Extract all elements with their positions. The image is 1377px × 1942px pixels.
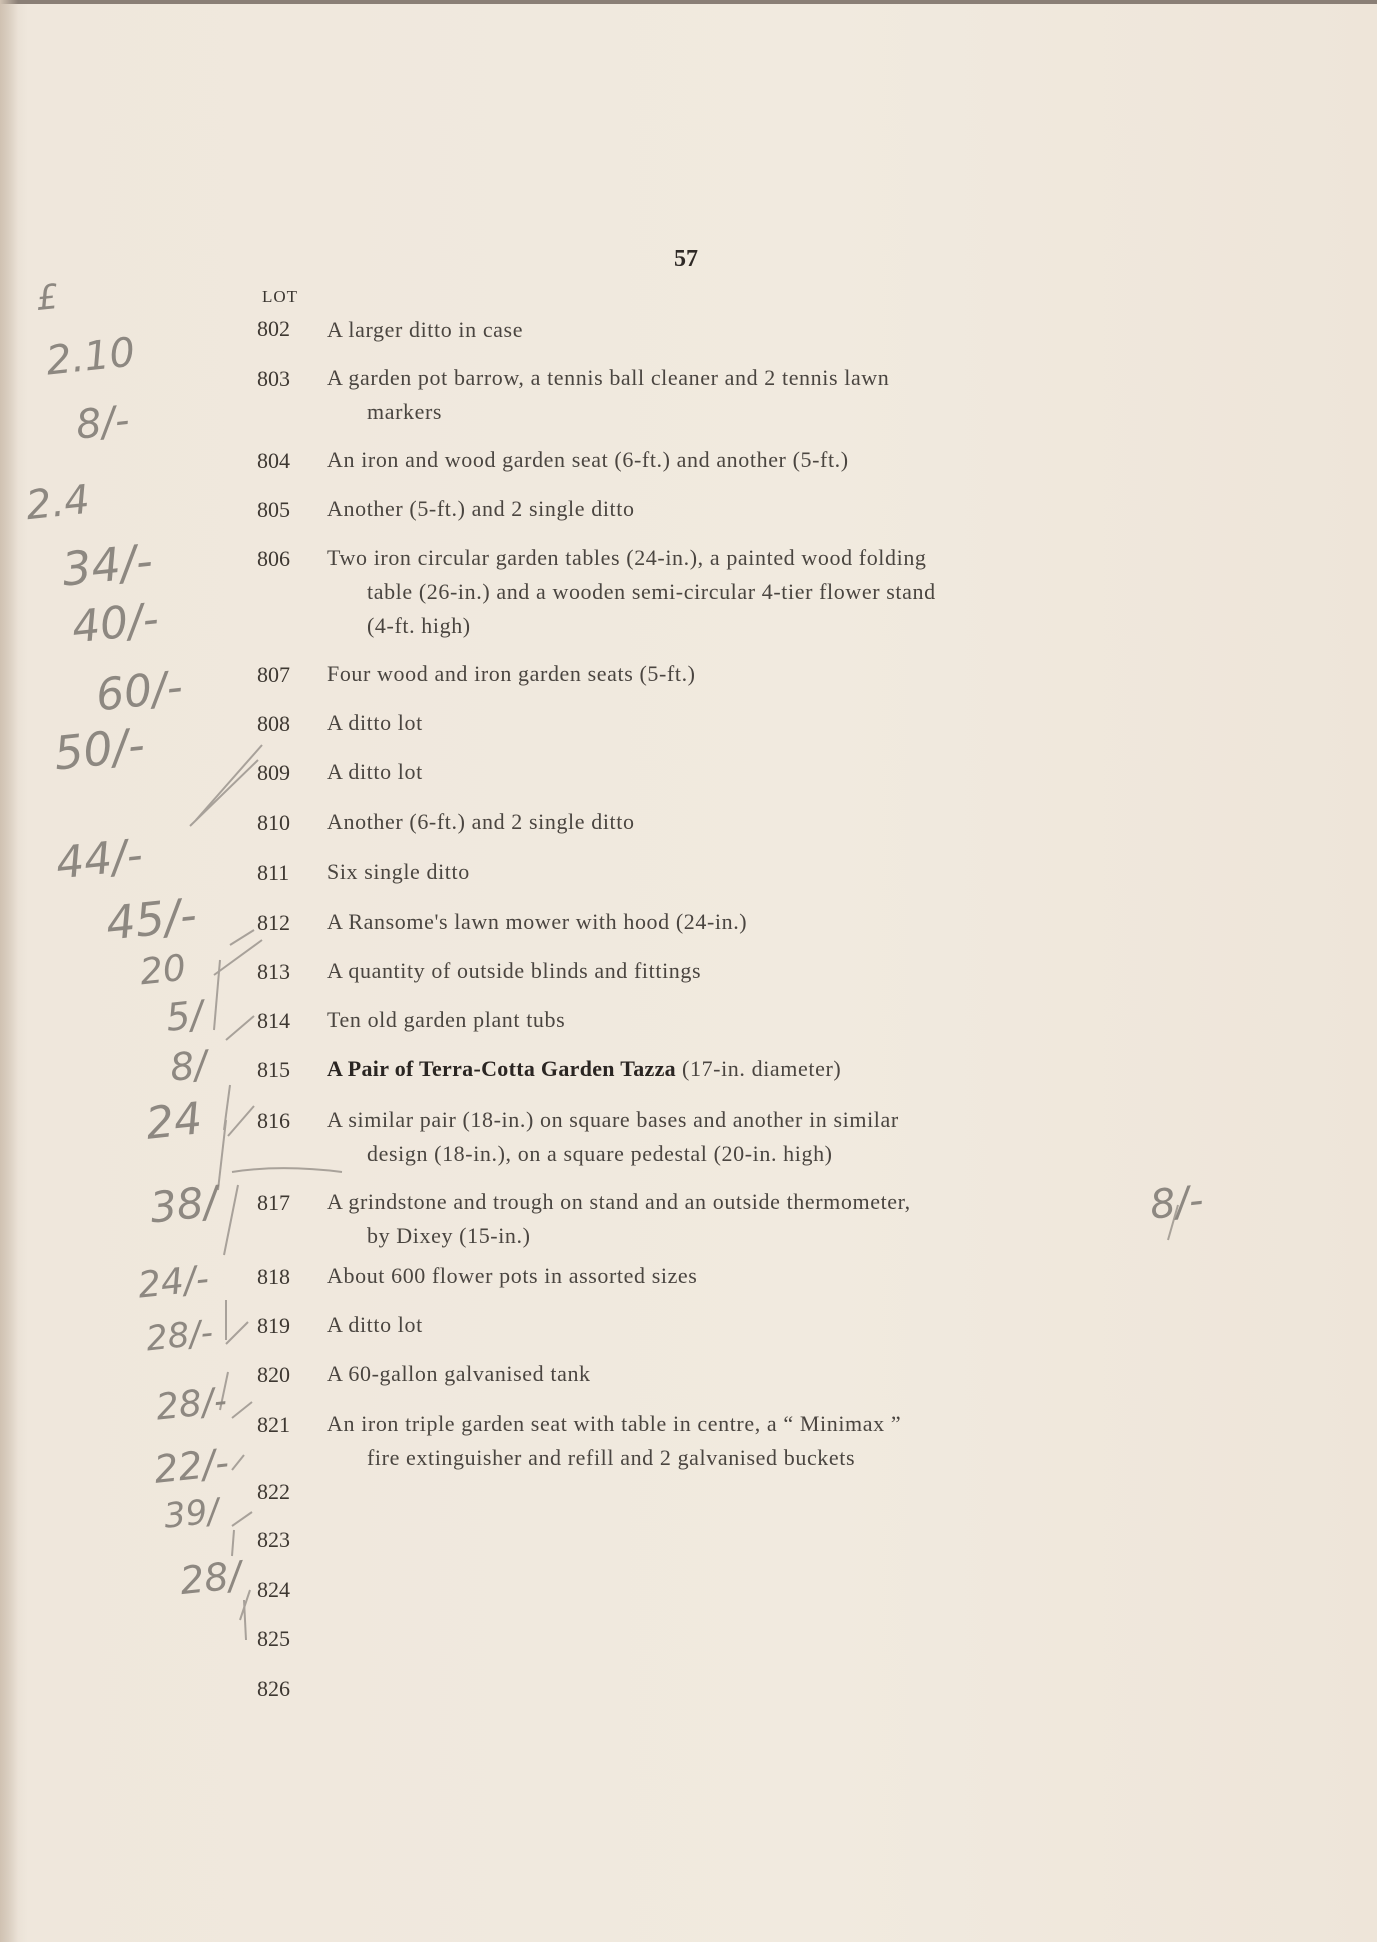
lot-description-text: Two iron circular garden tables (24-in.), a painted wood folding <box>327 545 927 570</box>
lot-number: 803 <box>257 366 290 391</box>
lot-number: 814 <box>257 1008 290 1033</box>
lot-description-text: Six single ditto <box>327 859 470 884</box>
lot-description-text: An iron triple garden seat with table in centre, a “ Minimax ” <box>327 1411 902 1436</box>
pencil-stroke <box>214 960 220 1030</box>
lot-number: 806 <box>257 546 290 571</box>
pencil-stroke <box>1168 1205 1178 1240</box>
lot-description-text: A ditto lot <box>327 759 423 784</box>
pencil-stroke <box>232 1168 342 1172</box>
handwritten-price: 28/- <box>144 1312 215 1360</box>
lot-number: 804 <box>257 448 290 473</box>
lot-description-text: A similar pair (18-in.) on square bases and another in similar <box>327 1107 899 1132</box>
lot-description-text: (17-in. diameter) <box>682 1056 842 1081</box>
pencil-stroke <box>220 1372 228 1410</box>
handwritten-price: 39/ <box>162 1491 221 1537</box>
pencil-stroke <box>232 1530 234 1556</box>
handwritten-price: 24 <box>143 1093 205 1150</box>
lot-number: 823 <box>257 1527 290 1552</box>
lot-number: 813 <box>257 959 290 984</box>
handwritten-price: 44/- <box>53 829 146 890</box>
lot-number: 808 <box>257 711 290 736</box>
pencil-stroke <box>226 1322 248 1344</box>
handwritten-price: 2.10 <box>43 329 138 385</box>
lot-number: 805 <box>257 497 290 522</box>
lot-number: 818 <box>257 1264 290 1289</box>
lot-description-text: Another (5-ft.) and 2 single ditto <box>327 496 635 521</box>
lot-description-text: An iron and wood garden seat (6-ft.) and another (5-ft.) <box>327 447 849 472</box>
handwritten-price: 24/- <box>136 1258 211 1307</box>
handwritten-price: 8/ <box>167 1042 210 1090</box>
page-number: 57 <box>674 246 698 272</box>
lot-number: 810 <box>257 810 290 835</box>
lot-number: 802 <box>257 316 290 341</box>
lot-number: 819 <box>257 1313 290 1338</box>
lot-description-text: A 60-gallon galvanised tank <box>327 1361 591 1386</box>
lot-description-text: Another (6-ft.) and 2 single ditto <box>327 809 635 834</box>
handwritten-price: 28/ <box>177 1552 244 1604</box>
lot-number: 811 <box>257 860 290 885</box>
lot-number: 826 <box>257 1676 290 1701</box>
lot-description-text: A Ransome's lawn mower with hood (24-in.) <box>327 909 748 934</box>
handwritten-price: 50/- <box>51 717 148 781</box>
lot-number: 820 <box>257 1362 290 1387</box>
lot-description-continuation: fire extinguisher and refill and 2 galvanised buckets <box>367 1445 856 1470</box>
lot-description-bold: A Pair of Terra-Cotta Garden Tazza <box>327 1056 676 1081</box>
lot-number: 824 <box>257 1577 290 1602</box>
handwritten-price: 60/- <box>93 661 186 722</box>
handwritten-price: 40/- <box>69 593 162 654</box>
lot-description-text: A larger ditto in case <box>327 317 524 342</box>
lot-number: 815 <box>257 1057 290 1082</box>
handwritten-price: £ <box>33 276 60 320</box>
pencil-stroke <box>232 1512 252 1526</box>
handwritten-price: 34/- <box>59 533 156 597</box>
lot-number: 822 <box>257 1479 290 1504</box>
lot-description-continuation: (4-ft. high) <box>367 613 471 638</box>
lot-description-text: A ditto lot <box>327 710 423 735</box>
lot-description-text: A quantity of outside blinds and fittings <box>327 958 702 983</box>
lot-description-text: About 600 flower pots in assorted sizes <box>327 1263 698 1288</box>
pencil-stroke <box>190 760 258 826</box>
lot-description-continuation: by Dixey (15-in.) <box>367 1223 531 1248</box>
pencil-stroke <box>232 1455 244 1470</box>
lot-number: 809 <box>257 760 290 785</box>
lot-number: 807 <box>257 662 290 687</box>
pencil-stroke <box>214 940 262 975</box>
handwritten-price: 8/- <box>73 397 132 449</box>
pencil-stroke <box>226 1016 254 1040</box>
lot-number: 812 <box>257 910 290 935</box>
pencil-stroke <box>230 930 254 945</box>
pencil-stroke <box>224 1185 238 1255</box>
lot-description-text: A garden pot barrow, a tennis ball cleaner and 2 tennis lawn <box>327 365 890 390</box>
lot-number: 821 <box>257 1412 290 1437</box>
pencil-stroke <box>196 745 262 820</box>
lot-description-text: Ten old garden plant tubs <box>327 1007 566 1032</box>
lot-description-text: A grindstone and trough on stand and an outside thermometer, <box>327 1189 911 1214</box>
handwritten-price: 5/ <box>163 992 206 1040</box>
lot-description-continuation: markers <box>367 399 443 424</box>
pencil-stroke <box>218 1120 226 1190</box>
handwritten-price: 2.4 <box>23 476 92 530</box>
handwritten-price-right-margin: 8/- <box>1147 1177 1206 1229</box>
lot-description-continuation: table (26-in.) and a wooden semi-circular 4-tier flower stand <box>367 579 936 604</box>
lot-number: 825 <box>257 1626 290 1651</box>
handwritten-price: 20 <box>137 947 188 994</box>
lot-column-header: LOT <box>262 287 299 306</box>
lot-description-text: A ditto lot <box>327 1312 423 1337</box>
lot-description-text: Four wood and iron garden seats (5-ft.) <box>327 661 696 686</box>
lot-number: 816 <box>257 1108 290 1133</box>
pencil-stroke <box>228 1106 254 1136</box>
handwritten-price: 45/- <box>103 887 200 951</box>
handwritten-price: 38/ <box>147 1176 220 1233</box>
lot-number: 817 <box>257 1190 290 1215</box>
handwritten-price: 22/- <box>151 1440 231 1492</box>
handwritten-price: 28/- <box>154 1380 229 1429</box>
pencil-stroke <box>232 1402 252 1418</box>
lot-description-continuation: design (18-in.), on a square pedestal (20-in. high) <box>367 1141 833 1166</box>
